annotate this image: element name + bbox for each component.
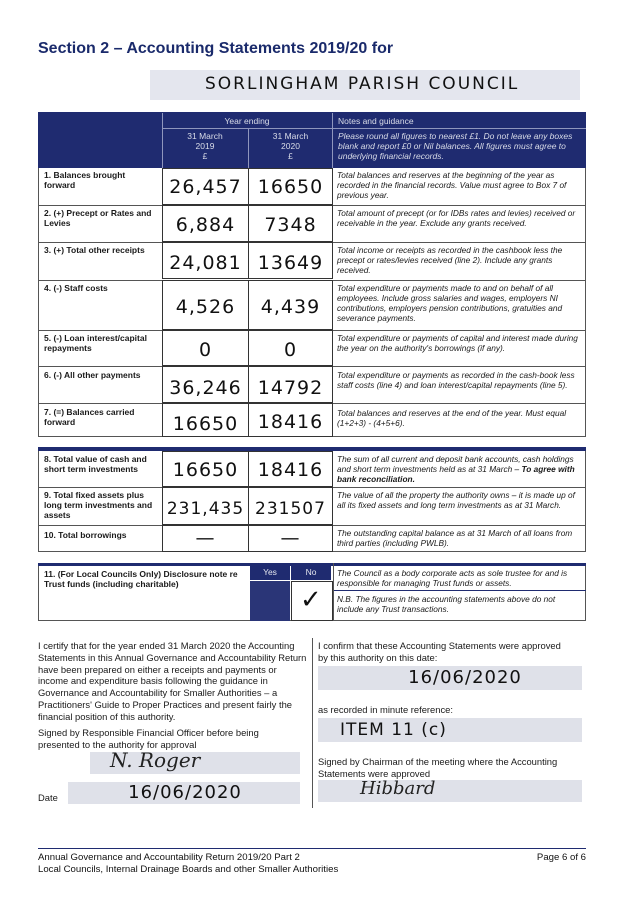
- yes-checkbox[interactable]: [250, 581, 290, 621]
- col-2019-header: 31 March 2019 £: [187, 131, 223, 161]
- value-2020-row3: 13649: [257, 252, 324, 274]
- value-2019-row2: 6,884: [175, 214, 236, 236]
- confirm-text: I confirm that these Accounting Statements were approved by this authority on this date:: [318, 640, 561, 663]
- note-row5: Total expenditure or payments of capital and interest made during the year on the authority's borrowings (if any).: [337, 333, 578, 353]
- row-label: 2. (+) Precept or Rates and Levies: [44, 208, 152, 228]
- row-label: 9. Total fixed assets plus long term investments and assets: [44, 490, 153, 520]
- note-row9: The value of all the property the authority owns – it is made up of all its fixed assets and long term investments as at 31 March.: [337, 490, 575, 510]
- note-row2: Total amount of precept (or for IDBs rates and levies) received or receivable in the year. Exclude any grants received.: [337, 208, 576, 228]
- chairman-signature: Hibbard: [360, 778, 436, 799]
- row-label: 7. (=) Balances carried forward: [44, 407, 135, 427]
- trust-label: 11. (For Local Councils Only) Disclosure note re Trust funds (including charitable): [44, 569, 238, 589]
- note-row6: Total expenditure or payments as recorded in the cash-book less staff costs (line 4) and loan interest/capital repayments (line 5).: [337, 370, 575, 390]
- value-2020-row10: —: [280, 527, 301, 549]
- section-title: Section 2 – Accounting Statements 2019/20 for: [38, 40, 394, 57]
- value-2020-row5: 0: [283, 339, 298, 361]
- row-label: 8. Total value of cash and short term investments: [44, 454, 147, 474]
- value-2020-row4: 4,439: [260, 296, 321, 318]
- rfo-date: 16/06/2020: [128, 782, 242, 803]
- notes-guidance: Please round all figures to nearest £1. Do not leave any boxes blank and report £0 or Nil balances. All figures must agree to underlying financial records.: [338, 131, 573, 161]
- value-2019-row7: 16650: [172, 413, 239, 435]
- value-2019-row1: 26,457: [169, 176, 242, 198]
- value-2020-row8: 18416: [257, 459, 324, 481]
- approval-date: 16/06/2020: [408, 667, 522, 688]
- council-name: SORLINGHAM PARISH COUNCIL: [205, 74, 520, 94]
- rfo-signed-text: Signed by Responsible Financial Officer before being presented to the authority for approval: [38, 727, 259, 750]
- value-2019-row6: 36,246: [169, 377, 242, 399]
- rfo-signature: N. Roger: [110, 748, 201, 772]
- value-2019-row10: —: [195, 527, 216, 549]
- value-2020-row2: 7348: [264, 214, 317, 236]
- footer-title: Annual Governance and Accountability Return 2019/20 Part 2 Local Councils, Internal Drainage Boards and other Smaller Authorities: [38, 852, 339, 875]
- note-row1: Total balances and reserves at the beginning of the year as recorded in the financial records. Value must agree to Box 7 of previous year.: [337, 170, 567, 200]
- note-row8: The sum of all current and deposit bank accounts, cash holdings and short term investments held as at 31 March – To agree with bank reconciliation.: [337, 454, 575, 484]
- note-row8-emphasis: To agree with bank reconciliation.: [337, 464, 575, 484]
- note-row7: Total balances and reserves at the end of the year. Must equal (1+2+3) - (4+5+6).: [337, 408, 567, 428]
- col-2020-header: 31 March 2020 £: [272, 131, 309, 161]
- date-label: Date: [38, 792, 58, 803]
- minute-ref: ITEM 11 (c): [340, 720, 447, 740]
- row-label: 6. (-) All other payments: [44, 370, 141, 380]
- row-label: 4. (-) Staff costs: [44, 283, 108, 293]
- tick-icon: ✓: [300, 585, 322, 615]
- value-2020-row1: 16650: [257, 176, 324, 198]
- value-2019-row9: 231,435: [166, 499, 245, 519]
- trust-note-2: N.B. The figures in the accounting statements above do not include any Trust transactions.: [337, 594, 556, 614]
- chairman-signature-box[interactable]: [318, 780, 582, 802]
- row-label: 1. Balances brought forward: [44, 170, 126, 190]
- notes-header: Notes and guidance: [338, 116, 414, 126]
- row-label: 10. Total borrowings: [44, 530, 127, 540]
- value-2020-row9: 231507: [255, 499, 326, 519]
- chairman-signed-text: Signed by Chairman of the meeting where the Accounting Statements were approved: [318, 756, 558, 779]
- page-number: Page 6 of 6: [536, 852, 586, 863]
- value-2019-row4: 4,526: [175, 296, 236, 318]
- certify-text: I certify that for the year ended 31 March 2020 the Accounting Statements in this Annual Governance and Accountability Return have been prepared on either a receipts and payments or income and expenditure basis following the guidance in Governance and Accountability for Smaller Authorities – a Practitioners' Guide to Proper Practices and present fairly the financial position of this authority.: [38, 640, 307, 722]
- value-2019-row5: 0: [198, 339, 213, 361]
- note-row10: The outstanding capital balance as at 31 March of all loans from third parties (including PWLB).: [337, 528, 573, 548]
- row-label: 3. (+) Total other receipts: [44, 245, 145, 255]
- trust-note-1: The Council as a body corporate acts as sole trustee for and is responsible for managing Trust funds or assets.: [337, 568, 568, 588]
- minute-label: as recorded in minute reference:: [318, 704, 453, 715]
- value-2019-row3: 24,081: [169, 252, 242, 274]
- note-row3: Total income or receipts as recorded in the cashbook less the precept or rates/levies received (line 2). Include any grants received.: [337, 245, 563, 275]
- note-row4: Total expenditure or payments made to and on behalf of all employees. Include gross salaries and wages, employers NI contributions, employers pension contributions, gratuities and severance payments.: [337, 283, 563, 323]
- value-2019-row8: 16650: [172, 459, 239, 481]
- year-ending-header: Year ending: [224, 116, 270, 126]
- value-2020-row6: 14792: [257, 377, 324, 399]
- row-label: 5. (-) Loan interest/capital repayments: [44, 333, 147, 353]
- value-2020-row7: 18416: [257, 411, 324, 433]
